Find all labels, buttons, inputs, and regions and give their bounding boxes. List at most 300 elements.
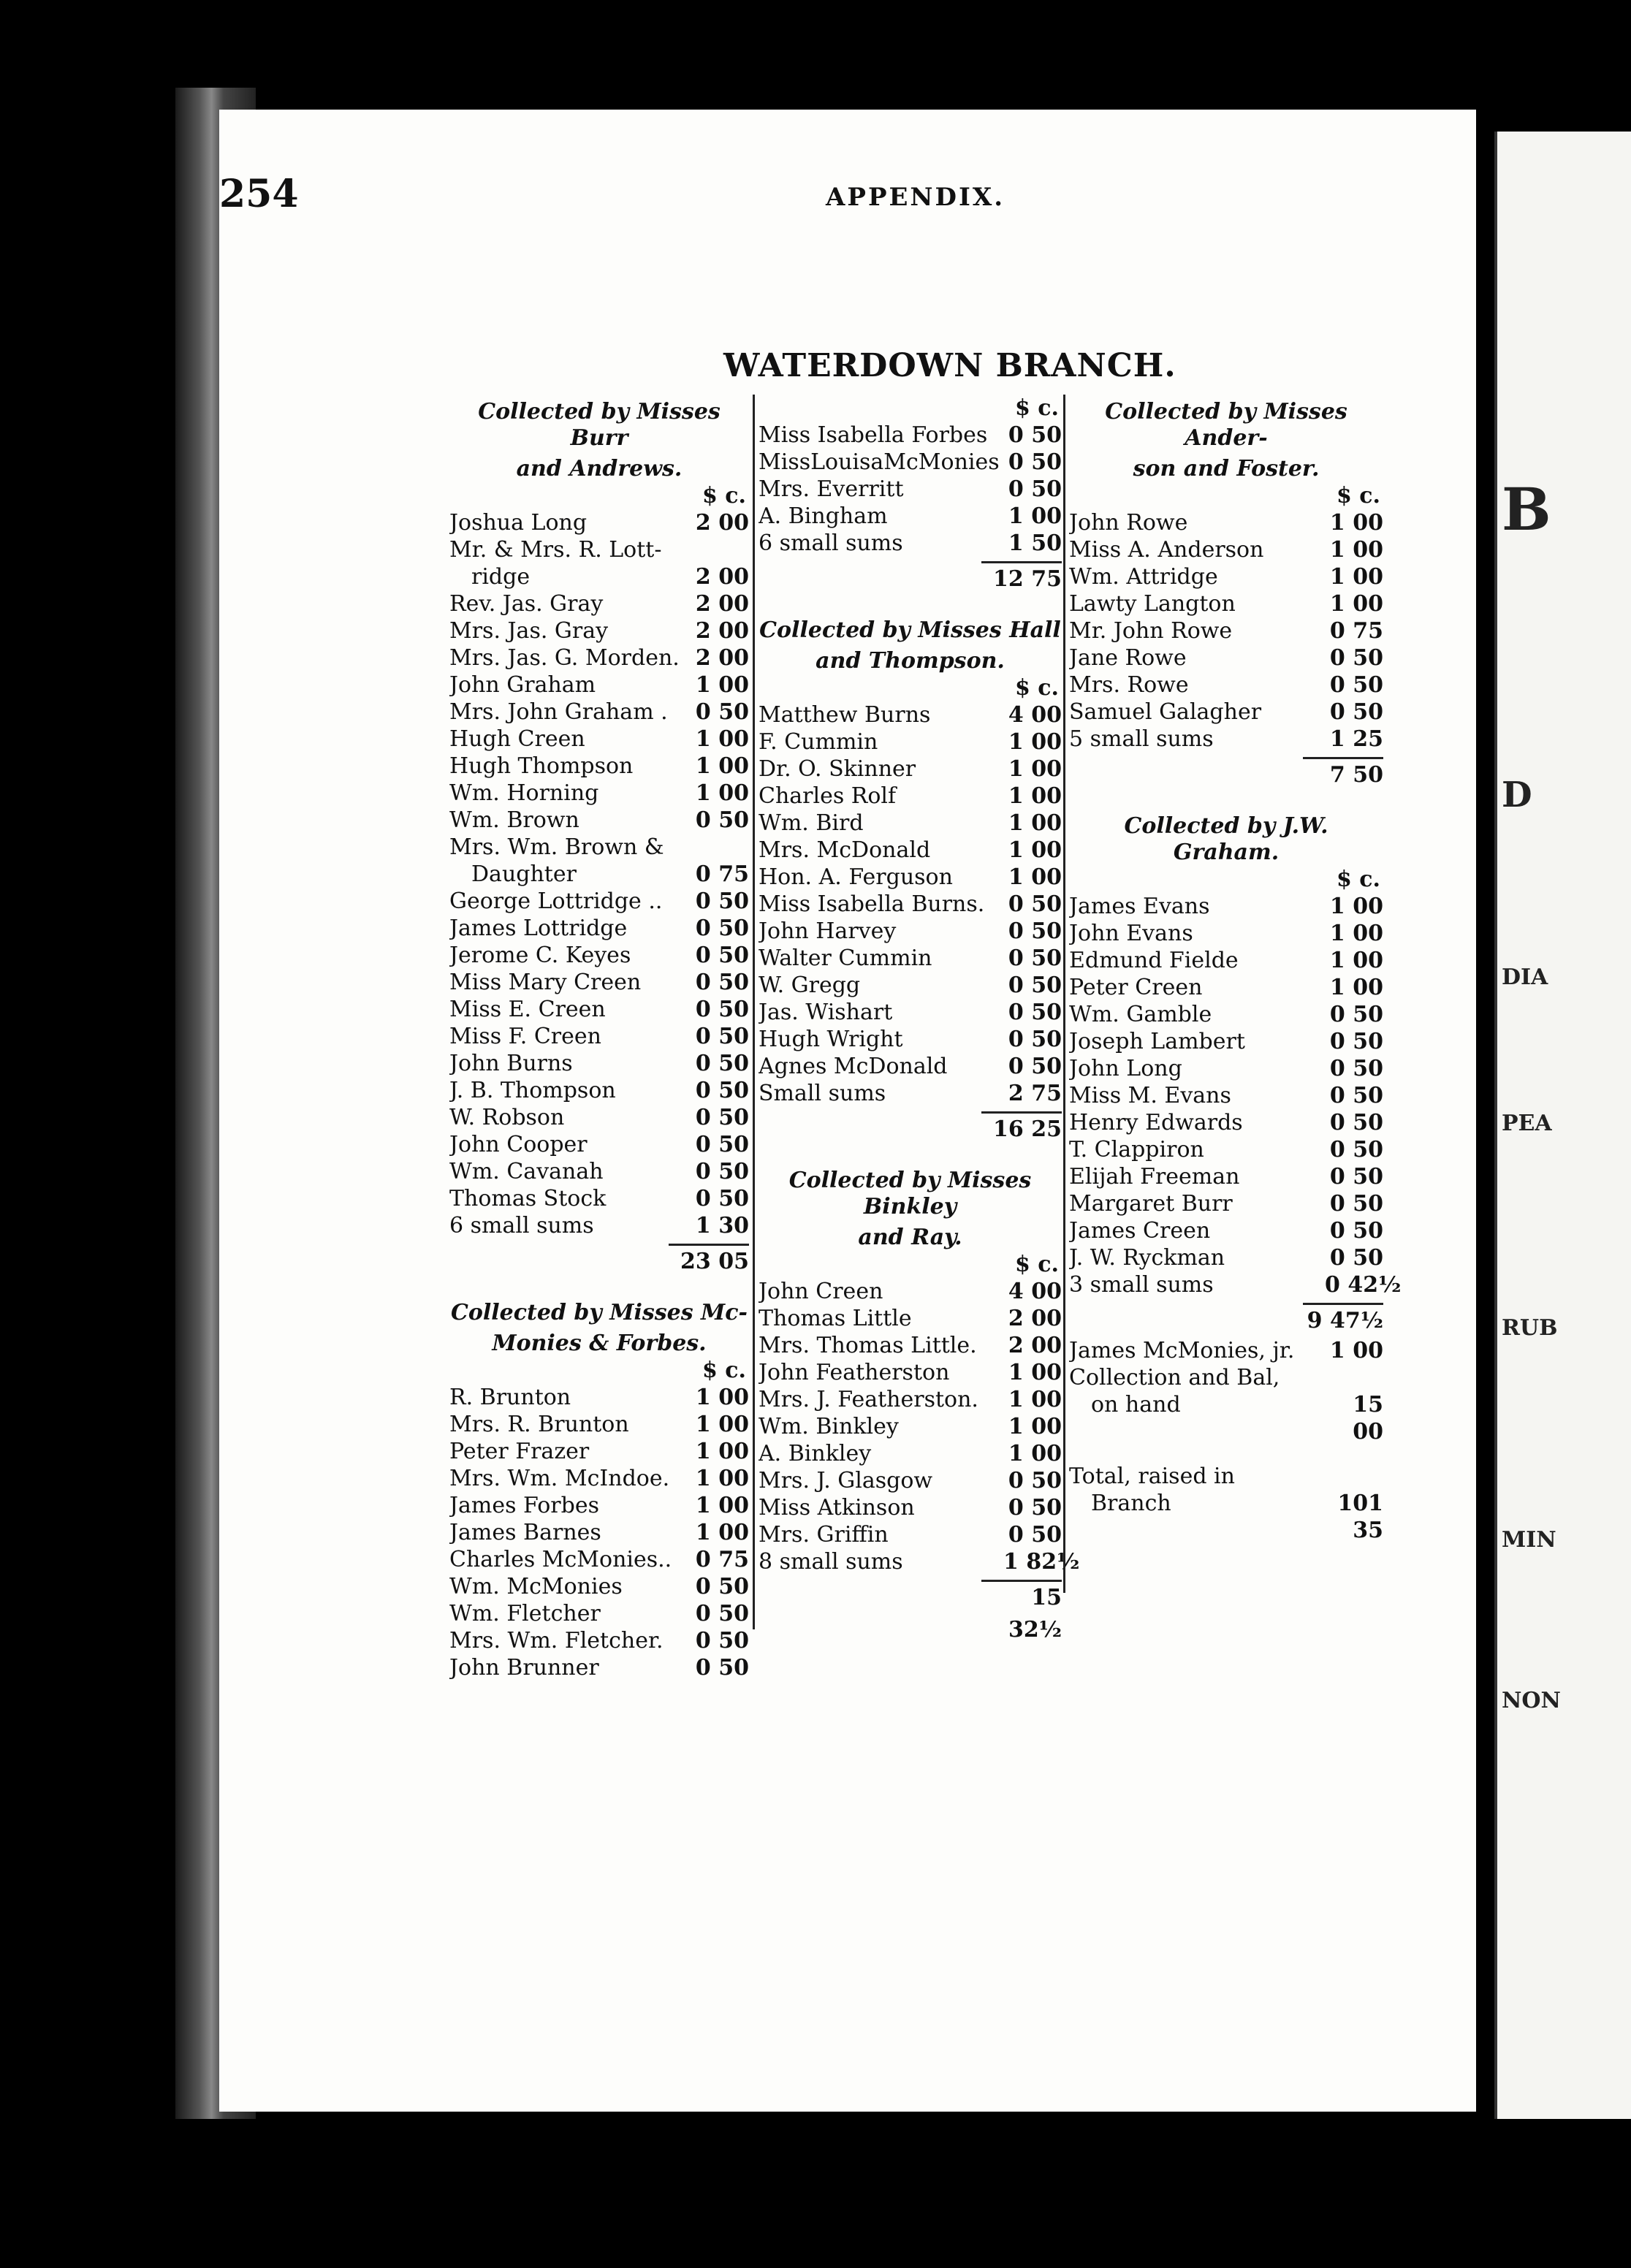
- entry-name: MissLouisaMcMonies: [759, 449, 1000, 475]
- entry-amount: 0 50: [1329, 645, 1383, 671]
- entry-name: Margaret Burr: [1069, 1191, 1233, 1217]
- adjacent-text: B: [1502, 475, 1551, 544]
- entry-amount: 2 00: [1008, 1333, 1062, 1358]
- entry-name: W. Gregg: [759, 973, 861, 998]
- ledger-entry: [449, 590, 749, 617]
- ledger-entry: [449, 780, 749, 807]
- entry-amount: 1 00: [1008, 729, 1062, 755]
- entry-amount: 0 50: [695, 943, 749, 968]
- entry-amount: 0 50: [1008, 891, 1062, 917]
- entry-name: Mrs. McDonald: [759, 837, 931, 863]
- entry-name: John Burns: [449, 1051, 573, 1076]
- group-total: 23 05: [669, 1244, 749, 1278]
- entry-name: Mrs. Griffin: [759, 1522, 889, 1548]
- ledger-entry: [759, 1494, 1062, 1521]
- ledger-entry: [759, 999, 1062, 1026]
- entry-amount: 0 50: [695, 997, 749, 1022]
- collector-heading: and Ray.: [858, 1225, 962, 1250]
- entry-name: Miss E. Creen: [449, 997, 606, 1022]
- entry-amount: 0 50: [695, 916, 749, 941]
- entry-amount: 0 50: [695, 699, 749, 725]
- group-spacer: [449, 1278, 749, 1295]
- collector-heading: and Thompson.: [816, 648, 1005, 674]
- entry-amount: 1 00: [1329, 537, 1383, 563]
- entry-amount: 1 00: [1329, 564, 1383, 590]
- ledger-entry: [1069, 1163, 1383, 1190]
- ledger-entry: [449, 509, 749, 536]
- ledger-entry: [759, 422, 1062, 449]
- ledger-entry: [449, 1384, 749, 1411]
- ledger-entry: [759, 837, 1062, 864]
- entry-name: Mrs. Thomas Little.: [759, 1333, 977, 1358]
- entry-name: Elijah Freeman: [1069, 1164, 1240, 1190]
- entry-name: James Creen: [1069, 1218, 1211, 1244]
- ledger-entry: [449, 644, 749, 671]
- entry-name: Samuel Galagher: [1069, 699, 1262, 725]
- entry-name: A. Bingham: [759, 503, 888, 529]
- ledger-entry: [759, 891, 1062, 918]
- ledger-entry: [1069, 1337, 1383, 1364]
- entry-amount: 1 00: [1329, 975, 1383, 1000]
- group-spacer: [1069, 1445, 1383, 1463]
- ledger-entry: [1069, 671, 1383, 699]
- entry-amount: 0 50: [1329, 1218, 1383, 1244]
- entry-amount: 1 00: [1008, 810, 1062, 836]
- group-total: 15 32½: [981, 1580, 1062, 1614]
- ledger-entry: [449, 915, 749, 942]
- entry-name: Wm. Fletcher: [449, 1601, 601, 1626]
- entry-amount: 0 50: [1008, 1468, 1062, 1493]
- entry-amount: 0 50: [695, 1051, 749, 1076]
- ledger-entry: [449, 1411, 749, 1438]
- entry-amount: 0 50: [1329, 1083, 1383, 1108]
- ledger-entry: [449, 1465, 749, 1492]
- ledger-entry: [759, 918, 1062, 945]
- entry-amount: 0 50: [1329, 1164, 1383, 1190]
- ledger-entry: [449, 1519, 749, 1546]
- entry-amount: 0 50: [1329, 1191, 1383, 1217]
- entry-name: J. B. Thompson: [449, 1078, 616, 1103]
- ledger-entry: [449, 888, 749, 915]
- currency-label: $ c.: [702, 483, 746, 509]
- entry-amount: 1 00: [1008, 1441, 1062, 1466]
- ledger-entry: [449, 1131, 749, 1158]
- entry-name: Edmund Fielde: [1069, 948, 1239, 973]
- entry-amount: 1 00: [1008, 1387, 1062, 1412]
- entry-name: Lawty Langton: [1069, 591, 1236, 617]
- entry-amount: 0 50: [695, 1078, 749, 1103]
- ledger-entry: [1069, 1136, 1383, 1163]
- entry-amount: 0 50: [695, 1186, 749, 1211]
- entry-amount: 1 00: [695, 1466, 749, 1491]
- entry-amount: 2 00: [1008, 1306, 1062, 1331]
- entry-amount: 1 00: [695, 672, 749, 698]
- entry-amount: 0 50: [695, 888, 749, 914]
- ledger-entry: [449, 969, 749, 996]
- entry-name: Wm. Horning: [449, 780, 599, 806]
- entry-name: Agnes McDonald: [759, 1054, 948, 1079]
- entry-amount: 1 00: [1008, 783, 1062, 809]
- collector-heading: son and Foster.: [1133, 456, 1320, 482]
- entry-amount: 1 00: [1329, 591, 1383, 617]
- collector-heading: Monies & Forbes.: [492, 1331, 707, 1356]
- entry-name: J. W. Ryckman: [1069, 1245, 1225, 1271]
- entry-name: James Forbes: [449, 1493, 599, 1518]
- ledger-entry: [1069, 974, 1383, 1001]
- entry-name: 3 small sums: [1069, 1272, 1214, 1298]
- entry-name: A. Binkley: [759, 1441, 872, 1466]
- entry-amount: 0 75: [695, 1547, 749, 1572]
- ledger-entry: [759, 503, 1062, 530]
- entry-name: W. Robson: [449, 1105, 565, 1130]
- ledger-entry: [449, 671, 749, 699]
- entry-amount: 0 50: [695, 1628, 749, 1654]
- ledger-entry: [449, 942, 749, 969]
- entry-amount: 1 00: [1008, 756, 1062, 782]
- entry-amount: 1 00: [695, 1412, 749, 1437]
- entry-amount: 0 50: [695, 1159, 749, 1184]
- entry-amount: 0 50: [695, 970, 749, 995]
- entry-name-cont: on hand: [1091, 1392, 1181, 1418]
- entry-name: Thomas Stock: [449, 1186, 607, 1211]
- entry-amount: 0 50: [1329, 672, 1383, 698]
- ledger-entry: [449, 996, 749, 1023]
- ledger-entry: [1069, 1082, 1383, 1109]
- group-spacer: [759, 595, 1062, 613]
- entry-name: Miss A. Anderson: [1069, 537, 1264, 563]
- entry-name: Miss Atkinson: [759, 1495, 915, 1521]
- ledger-entry: [1069, 617, 1383, 644]
- column-2: [753, 395, 1080, 1643]
- ledger-entry: [759, 1521, 1062, 1548]
- entry-name: Miss Isabella Burns.: [759, 891, 985, 917]
- ledger-entry: [1069, 563, 1383, 590]
- ledger-entry: [1069, 699, 1383, 726]
- ledger-entry: [759, 756, 1062, 783]
- branch-title: WATERDOWN BRANCH.: [723, 347, 1176, 384]
- entry-amount: 0 50: [695, 1024, 749, 1049]
- entry-amount: 101 35: [1337, 1491, 1383, 1543]
- entry-name: 6 small sums: [759, 530, 903, 556]
- entry-amount: 2 75: [1008, 1081, 1062, 1106]
- entry-amount: 1 00: [1329, 921, 1383, 946]
- entry-amount: 0 50: [1329, 1056, 1383, 1081]
- entry-name: Dr. O. Skinner: [759, 756, 916, 782]
- ledger-entry: [759, 1359, 1062, 1386]
- group-spacer: [759, 1146, 1062, 1163]
- entry-amount: 0 42½: [1325, 1272, 1402, 1298]
- entry-amount: 0 50: [1008, 945, 1062, 971]
- currency-label: $ c.: [1336, 483, 1380, 509]
- ledger-entry: [1069, 1244, 1383, 1271]
- entry-amount: 2 00: [695, 564, 749, 590]
- entry-amount: 15 00: [1353, 1392, 1383, 1445]
- currency-label: $ c.: [1014, 395, 1059, 421]
- entry-name: Rev. Jas. Gray: [449, 591, 604, 617]
- entry-name: Hugh Thompson: [449, 753, 634, 779]
- ledger-entry: [449, 753, 749, 780]
- entry-name: Collection and Bal,: [1069, 1365, 1280, 1390]
- adjacent-text: DIA: [1502, 964, 1548, 990]
- entry-amount: 1 82½: [1003, 1549, 1080, 1575]
- entry-amount: 0 50: [1008, 476, 1062, 502]
- entry-amount: 1 00: [695, 1493, 749, 1518]
- entry-name: Mrs. Jas. G. Morden.: [449, 645, 680, 671]
- entry-name: Small sums: [759, 1081, 886, 1106]
- ledger-entry: [1069, 1364, 1383, 1445]
- entry-name: John Graham: [449, 672, 596, 698]
- entry-name: Mrs. Wm. Brown &: [449, 834, 664, 860]
- ledger-entry: [1069, 644, 1383, 671]
- ledger-entry: [1069, 920, 1383, 947]
- entry-name: Mr. & Mrs. R. Lott-: [449, 537, 662, 563]
- ledger-entry: [1069, 590, 1383, 617]
- entry-name: Wm. Cavanah: [449, 1159, 604, 1184]
- ledger-entry: [1069, 1463, 1383, 1544]
- ledger-entry: [759, 1440, 1062, 1467]
- ledger-entry: [449, 1654, 749, 1681]
- ledger-entry: [449, 699, 749, 726]
- ledger-entry: [449, 1438, 749, 1465]
- entry-amount: 1 30: [695, 1213, 749, 1238]
- entry-name: John Rowe: [1069, 510, 1188, 536]
- entry-amount: 1 00: [695, 1385, 749, 1410]
- ledger-entry: [759, 1305, 1062, 1332]
- entry-amount: 0 50: [1008, 1495, 1062, 1521]
- ledger-entry: [449, 1212, 749, 1239]
- entry-amount: 1 00: [695, 780, 749, 806]
- collector-heading: Collected by J.W. Graham.: [1124, 813, 1328, 865]
- entry-name: James Lottridge: [449, 916, 628, 941]
- entry-name: Henry Edwards: [1069, 1110, 1243, 1135]
- entry-amount: 0 50: [695, 807, 749, 833]
- ledger-entry: [759, 1026, 1062, 1053]
- entry-name: Miss Isabella Forbes: [759, 422, 988, 448]
- entry-name-cont: Daughter: [471, 861, 577, 887]
- entry-name: Joseph Lambert: [1069, 1029, 1245, 1054]
- ledger-entry: [759, 476, 1062, 503]
- entry-name: Mr. John Rowe: [1069, 618, 1233, 644]
- entry-amount: 0 50: [695, 1132, 749, 1157]
- column-1: [449, 395, 749, 1681]
- entry-amount: 1 00: [695, 726, 749, 752]
- page-number: 254: [219, 172, 299, 216]
- entry-continuation: [449, 563, 749, 590]
- group-total: 7 50: [1303, 757, 1383, 791]
- ledger-entry: [759, 1386, 1062, 1413]
- ledger-entry: [449, 834, 749, 888]
- group-total: 9 47½: [1303, 1303, 1383, 1337]
- ledger-entry: [759, 1053, 1062, 1080]
- ledger-entry: [1069, 1028, 1383, 1055]
- entry-name: John Featherston: [759, 1360, 950, 1385]
- entry-name: Matthew Burns: [759, 702, 931, 728]
- ledger-entry: [1069, 536, 1383, 563]
- ledger-entry: [759, 1413, 1062, 1440]
- ledger-entry: [449, 1627, 749, 1654]
- entry-name: Peter Creen: [1069, 975, 1203, 1000]
- entry-amount: 2 00: [695, 591, 749, 617]
- entry-name: Wm. Binkley: [759, 1414, 899, 1439]
- ledger-entry: [759, 1467, 1062, 1494]
- ledger-entry: [1069, 947, 1383, 974]
- entry-name: Thomas Little: [759, 1306, 912, 1331]
- ledger-entry: [1069, 1271, 1402, 1298]
- ledger-entry: [759, 972, 1062, 999]
- collector-heading: Collected by Misses Ander-: [1105, 399, 1347, 451]
- entry-amount: 0 50: [1329, 1029, 1383, 1054]
- entry-name: Wm. Brown: [449, 807, 579, 833]
- entry-amount: 2 00: [695, 645, 749, 671]
- ledger-entry: [449, 1546, 749, 1573]
- entry-amount: 1 00: [1329, 1338, 1383, 1363]
- ledger-entry: [1069, 1217, 1383, 1244]
- ledger-entry: [449, 807, 749, 834]
- entry-name: Mrs. Jas. Gray: [449, 618, 609, 644]
- ledger-entry: [449, 1492, 749, 1519]
- currency-label: $ c.: [1336, 867, 1380, 892]
- ledger-entry: [449, 1600, 749, 1627]
- entry-amount: 0 50: [695, 1574, 749, 1599]
- entry-name: Wm. Gamble: [1069, 1002, 1212, 1027]
- entry-name: F. Cummin: [759, 729, 878, 755]
- entry-continuation: [1069, 1391, 1383, 1445]
- entry-continuation: [449, 861, 749, 888]
- entry-name: 5 small sums: [1069, 726, 1214, 752]
- entry-name: Mrs. Wm. Fletcher.: [449, 1628, 664, 1654]
- entry-name: Mrs. J. Glasgow: [759, 1468, 933, 1493]
- collector-heading: Collected by Misses Binkley: [788, 1168, 1032, 1219]
- currency-label: $ c.: [702, 1358, 746, 1383]
- collector-heading: Collected by Misses Mc-: [451, 1300, 748, 1325]
- ledger-entry: [759, 810, 1062, 837]
- ledger-entry: [759, 1278, 1062, 1305]
- entry-name: 8 small sums: [759, 1549, 903, 1575]
- entry-amount: 0 50: [1008, 918, 1062, 944]
- currency-label: $ c.: [1014, 675, 1059, 701]
- entry-amount: 1 00: [1008, 1414, 1062, 1439]
- adjacent-text: NON: [1502, 1688, 1561, 1713]
- ledger-entry: [759, 864, 1062, 891]
- adjacent-text: MIN: [1502, 1527, 1556, 1553]
- entry-amount: 0 50: [1329, 699, 1383, 725]
- ledger-entry: [1069, 893, 1383, 920]
- group-total: 12 75: [981, 561, 1062, 595]
- ledger-entry: [449, 1573, 749, 1600]
- collector-heading: and Andrews.: [516, 456, 683, 482]
- collector-heading: Collected by Misses Hall: [759, 617, 1061, 643]
- entry-amount: 1 00: [1329, 948, 1383, 973]
- entry-name: John Brunner: [449, 1655, 599, 1681]
- entry-name: Joshua Long: [449, 510, 588, 536]
- entry-name: Hon. A. Ferguson: [759, 864, 953, 890]
- adjacent-text: PEA: [1502, 1111, 1552, 1136]
- entry-amount: 0 50: [1008, 1027, 1062, 1052]
- adjacent-page-fragment: [1494, 132, 1631, 2119]
- entry-name: T. Clappiron: [1069, 1137, 1204, 1162]
- group-spacer: [1069, 791, 1383, 809]
- currency-label: $ c.: [1014, 1252, 1059, 1277]
- ledger-entry: [1069, 1190, 1383, 1217]
- entry-amount: 0 50: [695, 1655, 749, 1681]
- ledger-entry: [759, 1332, 1062, 1359]
- entry-amount: 1 00: [695, 1520, 749, 1545]
- entry-name: R. Brunton: [449, 1385, 571, 1410]
- entry-name: Miss F. Creen: [449, 1024, 601, 1049]
- entry-name: Miss Mary Creen: [449, 970, 642, 995]
- ledger-entry: [449, 1050, 749, 1077]
- entry-name: John Long: [1069, 1056, 1182, 1081]
- entry-amount: 0 50: [695, 1105, 749, 1130]
- entry-name: Mrs. Wm. McIndoe.: [449, 1466, 670, 1491]
- ledger-entry: [449, 1185, 749, 1212]
- column-3: [1063, 395, 1402, 1593]
- entry-amount: 1 00: [1008, 864, 1062, 890]
- entry-amount: 2 00: [695, 618, 749, 644]
- entry-amount: 1 00: [1329, 894, 1383, 919]
- entry-name: Wm. Bird: [759, 810, 864, 836]
- entry-name: 6 small sums: [449, 1213, 594, 1238]
- entry-name: Walter Cummin: [759, 945, 932, 971]
- entry-name: Wm. Attridge: [1069, 564, 1218, 590]
- entry-name: Jerome C. Keyes: [449, 943, 631, 968]
- entry-name: George Lottridge ..: [449, 888, 663, 914]
- entry-amount: 0 50: [1008, 1000, 1062, 1025]
- entry-name: John Harvey: [759, 918, 897, 944]
- entry-name: James Barnes: [449, 1520, 601, 1545]
- ledger-entry: [449, 617, 749, 644]
- ledger-entry: [1069, 1001, 1383, 1028]
- entry-name: Mrs. R. Brunton: [449, 1412, 629, 1437]
- ledger-entry: [1069, 509, 1383, 536]
- ledger-entry: [449, 1158, 749, 1185]
- entry-amount: 2 00: [695, 510, 749, 536]
- entry-amount: 4 00: [1008, 702, 1062, 728]
- ledger-entry: [759, 728, 1062, 756]
- entry-amount: 1 00: [1329, 510, 1383, 536]
- ledger-entry: [759, 530, 1062, 557]
- entry-name: Jane Rowe: [1069, 645, 1187, 671]
- entry-amount: 0 50: [1329, 1245, 1383, 1271]
- entry-name: Peter Frazer: [449, 1439, 590, 1464]
- entry-name: Hugh Wright: [759, 1027, 903, 1052]
- entry-name: John Evans: [1069, 921, 1193, 946]
- ledger-entry: [759, 1080, 1062, 1107]
- entry-amount: 0 75: [695, 861, 749, 887]
- entry-amount: 0 50: [1329, 1137, 1383, 1162]
- entry-name-cont: ridge: [471, 564, 531, 590]
- ledger-entry: [759, 701, 1062, 728]
- ledger-entry: [449, 1104, 749, 1131]
- running-head: APPENDIX.: [826, 183, 1005, 212]
- ledger-entry: [449, 726, 749, 753]
- entry-name: Charles McMonies..: [449, 1547, 672, 1572]
- entry-amount: 0 50: [1008, 422, 1062, 448]
- adjacent-text: RUB: [1502, 1315, 1558, 1341]
- entry-amount: 0 50: [1329, 1002, 1383, 1027]
- collector-heading: Collected by Misses Burr: [478, 399, 721, 451]
- entry-amount: 1 00: [695, 1439, 749, 1464]
- entry-name-cont: Branch: [1091, 1491, 1171, 1516]
- entry-name: Mrs. J. Featherston.: [759, 1387, 978, 1412]
- entry-name: Miss M. Evans: [1069, 1083, 1231, 1108]
- entry-name: Wm. McMonies: [449, 1574, 623, 1599]
- ledger-entry: [1069, 726, 1383, 753]
- entry-continuation: [1069, 1490, 1383, 1544]
- ledger-entry: [449, 1077, 749, 1104]
- entry-name: Hugh Creen: [449, 726, 585, 752]
- entry-name: Jas. Wishart: [759, 1000, 893, 1025]
